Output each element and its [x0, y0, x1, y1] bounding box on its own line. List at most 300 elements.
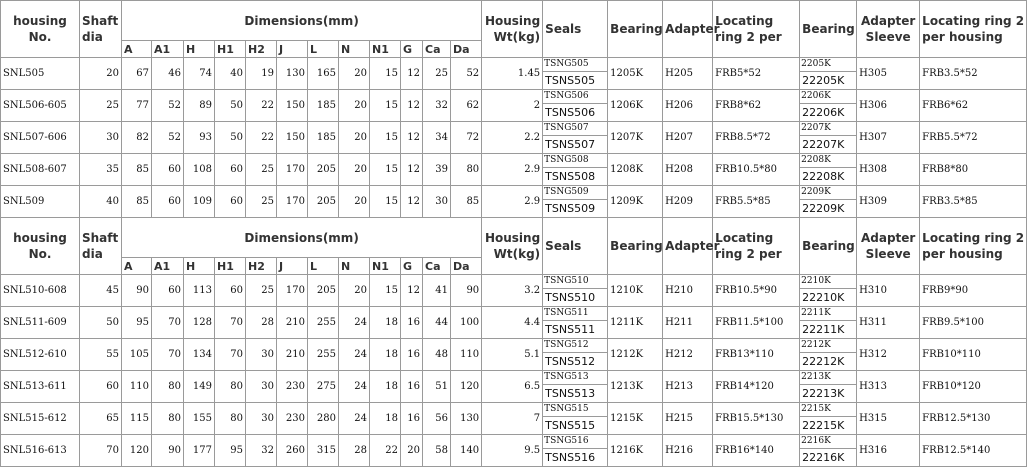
bearing-cell: 1215K	[608, 403, 663, 435]
housing-no-cell: SNL508-607	[1, 154, 80, 186]
seal-cell	[543, 186, 608, 218]
bearing-2-cell-bottom: 22213K	[802, 387, 845, 400]
table-body	[1, 1, 1027, 467]
dim-cell-h2: 19	[246, 58, 277, 90]
shaft-dia-cell: 20	[80, 58, 122, 90]
seal-cell-bottom: TSNS508	[545, 170, 596, 183]
bearing-2-cell	[800, 275, 857, 307]
dim-cell-a: 115	[122, 403, 152, 435]
table-row	[1, 154, 1027, 186]
dim-cell-h1: 80	[215, 403, 246, 435]
seal-cell-bottom: TSNS510	[545, 291, 596, 304]
dim-cell-ca: 48	[423, 339, 451, 371]
header-bearing-2: Bearing	[800, 1, 857, 58]
adapter-sleeve-cell: H306	[857, 90, 920, 122]
dim-cell-h1: 95	[215, 435, 246, 467]
seal-cell	[543, 339, 608, 371]
dim-cell-a1: 60	[152, 186, 184, 218]
seal-cell-bottom: TSNS507	[545, 138, 596, 151]
bearing-cell: 1207K	[608, 122, 663, 154]
dim-cell-g: 12	[401, 186, 423, 218]
table-row	[1, 339, 1027, 371]
dim-cell-a: 120	[122, 435, 152, 467]
housing-no-cell: SNL507-606	[1, 122, 80, 154]
seal-cell-stack	[543, 371, 607, 402]
dim-cell-h1: 40	[215, 58, 246, 90]
seal-cell-top: TSNG513	[543, 371, 607, 385]
dim-cell-l: 255	[308, 339, 339, 371]
header-row	[1, 218, 1027, 258]
bearing-2-cell-top: 2207K	[800, 122, 856, 136]
dim-cell-ca: 58	[423, 435, 451, 467]
dim-cell-n: 20	[339, 90, 370, 122]
locating-ring-2-cell: FRB10*110	[920, 339, 1027, 371]
adapter-sleeve-cell: H311	[857, 307, 920, 339]
bearing-2-cell-top: 2213K	[800, 371, 856, 385]
header-shaft-dia: Shaft dia	[80, 218, 122, 275]
bearing-cell: 1211K	[608, 307, 663, 339]
header-dimensions: Dimensions(mm)	[122, 1, 482, 41]
seal-cell-stack	[543, 90, 607, 121]
shaft-dia-cell: 30	[80, 122, 122, 154]
adapter-cell: H205	[663, 58, 713, 90]
adapter-sleeve-cell: H308	[857, 154, 920, 186]
dim-header-h: H	[184, 41, 215, 58]
seal-cell-top: TSNG507	[543, 122, 607, 136]
dim-header-h: H	[184, 258, 215, 275]
dim-cell-ca: 56	[423, 403, 451, 435]
dim-cell-n: 24	[339, 339, 370, 371]
dim-cell-h2: 30	[246, 403, 277, 435]
dim-cell-ca: 41	[423, 275, 451, 307]
dim-header-ca: Ca	[423, 41, 451, 58]
dim-cell-j: 230	[277, 371, 308, 403]
seal-cell	[543, 154, 608, 186]
dim-cell-g: 12	[401, 154, 423, 186]
shaft-dia-cell: 25	[80, 90, 122, 122]
dim-cell-n: 24	[339, 371, 370, 403]
seal-cell-stack	[543, 339, 607, 370]
header-adapter: Adapter	[663, 218, 713, 275]
dim-cell-h2: 30	[246, 371, 277, 403]
dim-cell-h1: 70	[215, 339, 246, 371]
housing-weight-cell: 9.5	[482, 435, 543, 467]
dim-header-g: G	[401, 41, 423, 58]
housing-weight-cell: 7	[482, 403, 543, 435]
dim-cell-a: 85	[122, 186, 152, 218]
table-row	[1, 122, 1027, 154]
bearing-2-cell-bottom: 22207K	[802, 138, 845, 151]
header-row	[1, 1, 1027, 41]
bearing-2-cell	[800, 307, 857, 339]
header-adapter: Adapter	[663, 1, 713, 58]
dim-cell-j: 170	[277, 275, 308, 307]
dim-cell-n: 28	[339, 435, 370, 467]
adapter-sleeve-cell: H312	[857, 339, 920, 371]
dim-cell-l: 185	[308, 122, 339, 154]
dim-cell-a: 90	[122, 275, 152, 307]
dim-cell-l: 255	[308, 307, 339, 339]
header-locating-ring: Locating ring 2 per	[713, 1, 800, 58]
bearing-cell: 1205K	[608, 58, 663, 90]
seal-cell-stack	[543, 186, 607, 217]
dim-header-a: A	[122, 258, 152, 275]
locating-ring-2-cell: FRB9.5*100	[920, 307, 1027, 339]
bearing-2-cell-stack	[800, 435, 856, 466]
header-seals: Seals	[543, 218, 608, 275]
header-housing-no: housing No.	[1, 1, 80, 58]
seal-cell	[543, 307, 608, 339]
bearing-cell: 1212K	[608, 339, 663, 371]
dim-cell-n1: 18	[370, 403, 401, 435]
shaft-dia-cell: 40	[80, 186, 122, 218]
dim-cell-da: 80	[451, 154, 482, 186]
dim-cell-ca: 39	[423, 154, 451, 186]
bearing-2-cell	[800, 122, 857, 154]
bearing-2-cell-top: 2209K	[800, 186, 856, 200]
housing-no-cell: SNL510-608	[1, 275, 80, 307]
bearing-2-cell-stack	[800, 339, 856, 370]
dim-cell-h: 128	[184, 307, 215, 339]
bearing-cell: 1213K	[608, 371, 663, 403]
dim-cell-a: 110	[122, 371, 152, 403]
dim-cell-da: 90	[451, 275, 482, 307]
dim-cell-a1: 52	[152, 90, 184, 122]
adapter-cell: H207	[663, 122, 713, 154]
dim-cell-l: 205	[308, 154, 339, 186]
bearing-2-cell-bottom: 22206K	[802, 106, 845, 119]
dim-cell-da: 52	[451, 58, 482, 90]
header-shaft-dia: Shaft dia	[80, 1, 122, 58]
dim-cell-n1: 18	[370, 371, 401, 403]
header-adapter-sleeve: Adapter Sleeve	[857, 218, 920, 275]
dim-cell-a1: 60	[152, 275, 184, 307]
seal-cell-stack	[543, 435, 607, 466]
dim-cell-da: 130	[451, 403, 482, 435]
dim-cell-l: 275	[308, 371, 339, 403]
dim-cell-da: 72	[451, 122, 482, 154]
seal-cell-top: TSNG511	[543, 307, 607, 321]
locating-ring-cell: FRB10.5*80	[713, 154, 800, 186]
housing-weight-cell: 2.9	[482, 186, 543, 218]
bearing-2-cell-bottom: 22210K	[802, 291, 845, 304]
bearing-2-cell-top: 2208K	[800, 154, 856, 168]
dim-cell-h2: 25	[246, 275, 277, 307]
bearing-2-cell	[800, 90, 857, 122]
dim-cell-l: 280	[308, 403, 339, 435]
table-row	[1, 90, 1027, 122]
seal-cell-bottom: TSNS511	[545, 323, 596, 336]
dim-cell-a: 82	[122, 122, 152, 154]
dim-cell-h2: 25	[246, 154, 277, 186]
dim-cell-j: 260	[277, 435, 308, 467]
bearing-2-cell-bottom: 22216K	[802, 451, 845, 464]
bearing-2-cell	[800, 403, 857, 435]
seal-cell	[543, 58, 608, 90]
seal-cell-bottom: TSNS506	[545, 106, 596, 119]
shaft-dia-cell: 60	[80, 371, 122, 403]
bearing-2-cell-stack	[800, 186, 856, 217]
seal-cell-top: TSNG505	[543, 58, 607, 72]
seal-cell-top: TSNG508	[543, 154, 607, 168]
locating-ring-cell: FRB5.5*85	[713, 186, 800, 218]
seal-cell-top: TSNG506	[543, 90, 607, 104]
housing-weight-cell: 5.1	[482, 339, 543, 371]
dim-cell-n1: 22	[370, 435, 401, 467]
bearing-2-cell-stack	[800, 371, 856, 402]
bearing-2-cell	[800, 186, 857, 218]
dim-cell-n1: 18	[370, 307, 401, 339]
housing-no-cell: SNL506-605	[1, 90, 80, 122]
housing-no-cell: SNL511-609	[1, 307, 80, 339]
dim-header-j: J	[277, 41, 308, 58]
header-housing-no: housing No.	[1, 218, 80, 275]
dim-cell-n: 20	[339, 122, 370, 154]
header-locating-ring-2: Locating ring 2 per housing	[920, 218, 1027, 275]
dim-cell-h: 89	[184, 90, 215, 122]
dim-cell-ca: 44	[423, 307, 451, 339]
header-bearing: Bearing	[608, 218, 663, 275]
dim-cell-h: 108	[184, 154, 215, 186]
bearing-2-cell-bottom: 22209K	[802, 202, 845, 215]
seal-cell	[543, 403, 608, 435]
seal-cell-stack	[543, 122, 607, 153]
locating-ring-2-cell: FRB5.5*72	[920, 122, 1027, 154]
dim-cell-da: 110	[451, 339, 482, 371]
dim-header-n: N	[339, 41, 370, 58]
dim-cell-h: 74	[184, 58, 215, 90]
bearing-cell: 1208K	[608, 154, 663, 186]
dim-cell-j: 170	[277, 154, 308, 186]
bearing-2-cell-top: 2210K	[800, 275, 856, 289]
seal-cell	[543, 371, 608, 403]
shaft-dia-cell: 70	[80, 435, 122, 467]
dim-cell-n1: 15	[370, 122, 401, 154]
seal-cell-stack	[543, 307, 607, 338]
seal-cell	[543, 90, 608, 122]
dim-cell-da: 62	[451, 90, 482, 122]
dim-cell-g: 12	[401, 275, 423, 307]
dim-cell-da: 120	[451, 371, 482, 403]
dim-cell-l: 315	[308, 435, 339, 467]
bearing-2-cell	[800, 371, 857, 403]
housing-no-cell: SNL516-613	[1, 435, 80, 467]
shaft-dia-cell: 35	[80, 154, 122, 186]
locating-ring-2-cell: FRB10*120	[920, 371, 1027, 403]
dim-header-h2: H2	[246, 258, 277, 275]
bearing-cell: 1209K	[608, 186, 663, 218]
dim-header-a1: A1	[152, 41, 184, 58]
dim-header-n1: N1	[370, 41, 401, 58]
dim-cell-n1: 15	[370, 186, 401, 218]
dim-cell-a1: 52	[152, 122, 184, 154]
bearing-2-cell-stack	[800, 307, 856, 338]
dim-cell-ca: 32	[423, 90, 451, 122]
dim-cell-g: 16	[401, 371, 423, 403]
dim-cell-j: 170	[277, 186, 308, 218]
dim-cell-n: 20	[339, 275, 370, 307]
bearing-2-cell-stack	[800, 58, 856, 89]
dim-cell-a: 67	[122, 58, 152, 90]
locating-ring-2-cell: FRB6*62	[920, 90, 1027, 122]
bearing-2-cell-bottom: 22205K	[802, 74, 845, 87]
seal-cell-bottom: TSNS512	[545, 355, 596, 368]
bearing-2-cell-top: 2206K	[800, 90, 856, 104]
locating-ring-2-cell: FRB3.5*85	[920, 186, 1027, 218]
dim-header-h1: H1	[215, 258, 246, 275]
dim-cell-g: 16	[401, 307, 423, 339]
dim-cell-g: 12	[401, 58, 423, 90]
seal-cell-bottom: TSNS513	[545, 387, 596, 400]
dim-cell-h: 109	[184, 186, 215, 218]
dim-header-ca: Ca	[423, 258, 451, 275]
dim-cell-n1: 15	[370, 58, 401, 90]
dim-header-a: A	[122, 41, 152, 58]
adapter-cell: H206	[663, 90, 713, 122]
dim-cell-ca: 25	[423, 58, 451, 90]
dim-header-da: Da	[451, 258, 482, 275]
dim-header-l: L	[308, 41, 339, 58]
dim-cell-ca: 30	[423, 186, 451, 218]
dim-header-g: G	[401, 258, 423, 275]
bearing-2-cell-bottom: 22212K	[802, 355, 845, 368]
housing-no-cell: SNL513-611	[1, 371, 80, 403]
housing-no-cell: SNL515-612	[1, 403, 80, 435]
dim-cell-n1: 15	[370, 275, 401, 307]
dim-cell-n: 20	[339, 58, 370, 90]
dim-cell-h: 134	[184, 339, 215, 371]
dim-cell-a1: 80	[152, 371, 184, 403]
dim-cell-n: 20	[339, 154, 370, 186]
dim-cell-h1: 60	[215, 186, 246, 218]
dim-cell-g: 20	[401, 435, 423, 467]
dim-cell-n1: 15	[370, 154, 401, 186]
locating-ring-cell: FRB10.5*90	[713, 275, 800, 307]
adapter-sleeve-cell: H310	[857, 275, 920, 307]
housing-weight-cell: 6.5	[482, 371, 543, 403]
locating-ring-cell: FRB14*120	[713, 371, 800, 403]
dim-cell-h: 177	[184, 435, 215, 467]
housing-no-cell: SNL505	[1, 58, 80, 90]
table-row	[1, 186, 1027, 218]
dim-cell-h2: 32	[246, 435, 277, 467]
table-row	[1, 403, 1027, 435]
header-housing-wt: Housing Wt(kg)	[482, 1, 543, 58]
dim-cell-g: 12	[401, 122, 423, 154]
dim-cell-l: 205	[308, 186, 339, 218]
locating-ring-2-cell: FRB3.5*52	[920, 58, 1027, 90]
bearing-2-cell-stack	[800, 154, 856, 185]
dim-header-h1: H1	[215, 41, 246, 58]
bearing-cell: 1216K	[608, 435, 663, 467]
seal-cell-bottom: TSNS505	[545, 74, 596, 87]
dim-cell-da: 85	[451, 186, 482, 218]
dim-cell-ca: 34	[423, 122, 451, 154]
header-seals: Seals	[543, 1, 608, 58]
bearing-2-cell-stack	[800, 275, 856, 306]
table-row	[1, 307, 1027, 339]
adapter-cell: H212	[663, 339, 713, 371]
seal-cell-stack	[543, 154, 607, 185]
adapter-sleeve-cell: H309	[857, 186, 920, 218]
bearing-cell: 1206K	[608, 90, 663, 122]
bearing-2-cell-stack	[800, 122, 856, 153]
header-housing-wt: Housing Wt(kg)	[482, 218, 543, 275]
dim-cell-h1: 60	[215, 275, 246, 307]
dim-header-a1: A1	[152, 258, 184, 275]
bearing-2-cell	[800, 58, 857, 90]
locating-ring-cell: FRB5*52	[713, 58, 800, 90]
dim-cell-n: 20	[339, 186, 370, 218]
dim-header-n: N	[339, 258, 370, 275]
housing-weight-cell: 1.45	[482, 58, 543, 90]
dim-cell-n: 24	[339, 403, 370, 435]
dim-cell-da: 140	[451, 435, 482, 467]
header-dimensions: Dimensions(mm)	[122, 218, 482, 258]
bearing-2-cell	[800, 154, 857, 186]
adapter-sleeve-cell: H315	[857, 403, 920, 435]
bearing-2-cell-stack	[800, 403, 856, 434]
adapter-sleeve-cell: H307	[857, 122, 920, 154]
adapter-cell: H209	[663, 186, 713, 218]
header-locating-ring: Locating ring 2 per	[713, 218, 800, 275]
table-row	[1, 435, 1027, 467]
dim-cell-a1: 90	[152, 435, 184, 467]
dim-header-n1: N1	[370, 258, 401, 275]
dim-cell-a: 85	[122, 154, 152, 186]
dim-cell-l: 185	[308, 90, 339, 122]
seal-cell-stack	[543, 275, 607, 306]
dim-cell-n1: 18	[370, 339, 401, 371]
seal-cell-bottom: TSNS515	[545, 419, 596, 432]
dim-cell-g: 16	[401, 339, 423, 371]
locating-ring-cell: FRB11.5*100	[713, 307, 800, 339]
dim-cell-h: 93	[184, 122, 215, 154]
dim-header-h2: H2	[246, 41, 277, 58]
seal-cell-stack	[543, 58, 607, 89]
shaft-dia-cell: 65	[80, 403, 122, 435]
locating-ring-2-cell: FRB9*90	[920, 275, 1027, 307]
dim-cell-a1: 70	[152, 339, 184, 371]
bearing-2-cell-top: 2211K	[800, 307, 856, 321]
seal-cell-bottom: TSNS516	[545, 451, 596, 464]
dim-cell-h2: 25	[246, 186, 277, 218]
locating-ring-cell: FRB15.5*130	[713, 403, 800, 435]
seal-cell	[543, 435, 608, 467]
dim-header-l: L	[308, 258, 339, 275]
header-locating-ring-2: Locating ring 2 per housing	[920, 1, 1027, 58]
adapter-cell: H208	[663, 154, 713, 186]
dim-cell-j: 150	[277, 90, 308, 122]
dim-cell-g: 12	[401, 90, 423, 122]
bearing-2-cell-top: 2212K	[800, 339, 856, 353]
dim-cell-l: 205	[308, 275, 339, 307]
locating-ring-cell: FRB8.5*72	[713, 122, 800, 154]
housing-no-cell: SNL512-610	[1, 339, 80, 371]
locating-ring-2-cell: FRB12.5*140	[920, 435, 1027, 467]
shaft-dia-cell: 45	[80, 275, 122, 307]
housing-weight-cell: 2.9	[482, 154, 543, 186]
dim-cell-h: 149	[184, 371, 215, 403]
seal-cell-stack	[543, 403, 607, 434]
locating-ring-cell: FRB16*140	[713, 435, 800, 467]
shaft-dia-cell: 55	[80, 339, 122, 371]
bearing-cell: 1210K	[608, 275, 663, 307]
locating-ring-2-cell: FRB8*80	[920, 154, 1027, 186]
table-row	[1, 275, 1027, 307]
dim-header-da: Da	[451, 41, 482, 58]
seal-cell-top: TSNG516	[543, 435, 607, 449]
